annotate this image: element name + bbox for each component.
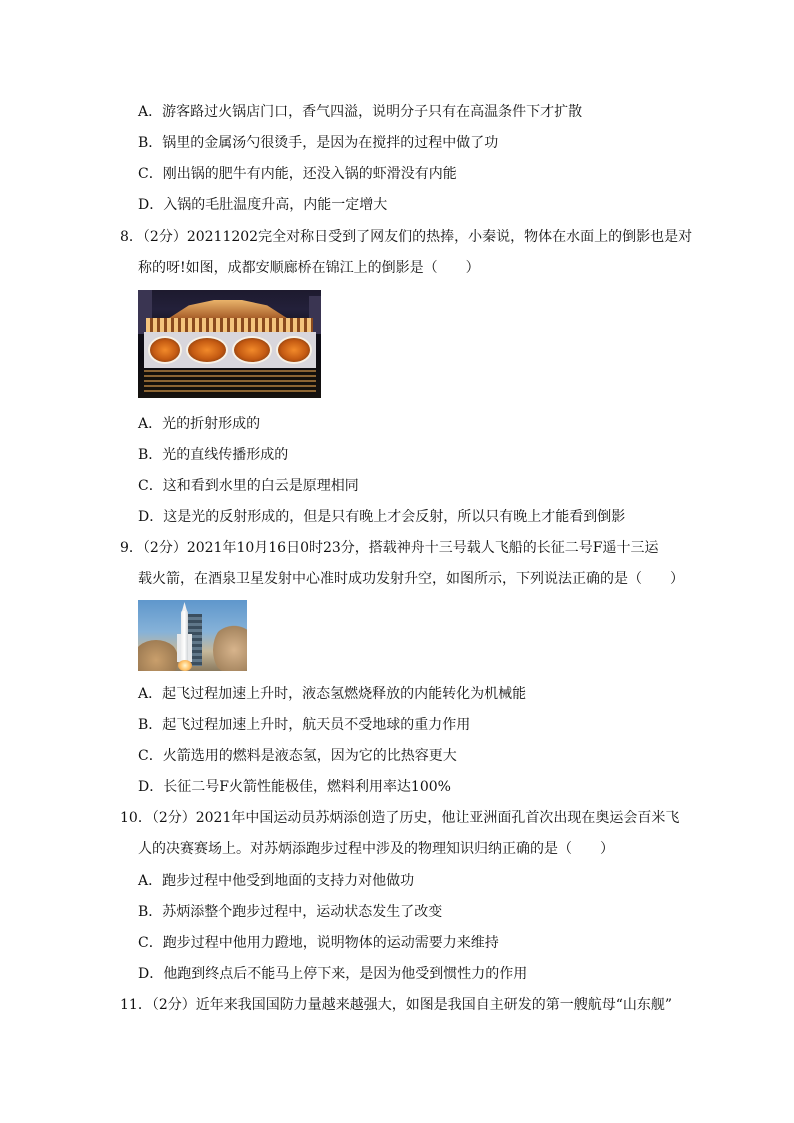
- q7-option-c: C．刚出锅的肥牛有内能，还没入锅的虾滑没有内能: [138, 166, 457, 182]
- q8-stem-line2: 称的呀!如图，成都安顺廊桥在锦江上的倒影是（ ）: [138, 260, 480, 276]
- q7-option-d: D．入锅的毛肚温度升高，内能一定增大: [138, 197, 388, 213]
- q9-option-b: B．起飞过程加速上升时，航天员不受地球的重力作用: [138, 717, 471, 733]
- q7-option-a: A．游客路过火锅店门口，香气四溢，说明分子只有在高温条件下才扩散: [138, 104, 583, 120]
- q10-option-d: D．他跑到终点后不能马上停下来，是因为他受到惯性力的作用: [138, 966, 528, 982]
- q8-option-d: D．这是光的反射形成的，但是只有晚上才会反射，所以只有晚上才能看到倒影: [138, 509, 626, 525]
- q8-option-a: A．光的折射形成的: [138, 416, 261, 432]
- q7-option-b: B．锅里的金属汤勺很烫手，是因为在搅拌的过程中做了功: [138, 135, 499, 151]
- anshun-bridge-reflection-image: [138, 290, 321, 398]
- q9-option-c: C．火箭选用的燃料是液态氢，因为它的比热容更大: [138, 748, 457, 764]
- q9-stem-line1: 9．（2分）2021年10月16日0时23分，搭载神舟十三号载人飞船的长征二号F遥十三运: [120, 540, 659, 556]
- q11-stem-line1: 11．（2分）近年来我国国防力量越来越强大，如图是我国自主研发的第一艘航母“山东舰”: [120, 997, 673, 1013]
- q10-option-b: B．苏炳添整个跑步过程中，运动状态发生了改变: [138, 904, 443, 920]
- q8-stem-line1: 8．（2分）20211202完全对称日受到了网友们的热捧，小秦说，物体在水面上的倒影也是对: [120, 229, 693, 245]
- q10-option-a: A．跑步过程中他受到地面的支持力对他做功: [138, 873, 415, 889]
- q10-stem-line2: 人的决赛赛场上。对苏炳添跑步过程中涉及的物理知识归纳正确的是（ ）: [138, 841, 614, 857]
- q10-stem-line1: 10．（2分）2021年中国运动员苏炳添创造了历史，他让亚洲面孔首次出现在奥运会百米飞: [120, 810, 680, 826]
- q8-option-b: B．光的直线传播形成的: [138, 447, 289, 463]
- q10-option-c: C．跑步过程中他用力蹬地，说明物体的运动需要力来维持: [138, 935, 499, 951]
- q9-option-a: A．起飞过程加速上升时，液态氢燃烧释放的内能转化为机械能: [138, 686, 527, 702]
- q9-option-d: D．长征二号F火箭性能极佳，燃料利用率达100%: [138, 779, 451, 795]
- q9-stem-line2: 载火箭，在酒泉卫星发射中心准时成功发射升空，如图所示，下列说法正确的是（ ）: [138, 571, 684, 587]
- q8-option-c: C．这和看到水里的白云是原理相同: [138, 478, 359, 494]
- rocket-launch-image: [138, 600, 247, 671]
